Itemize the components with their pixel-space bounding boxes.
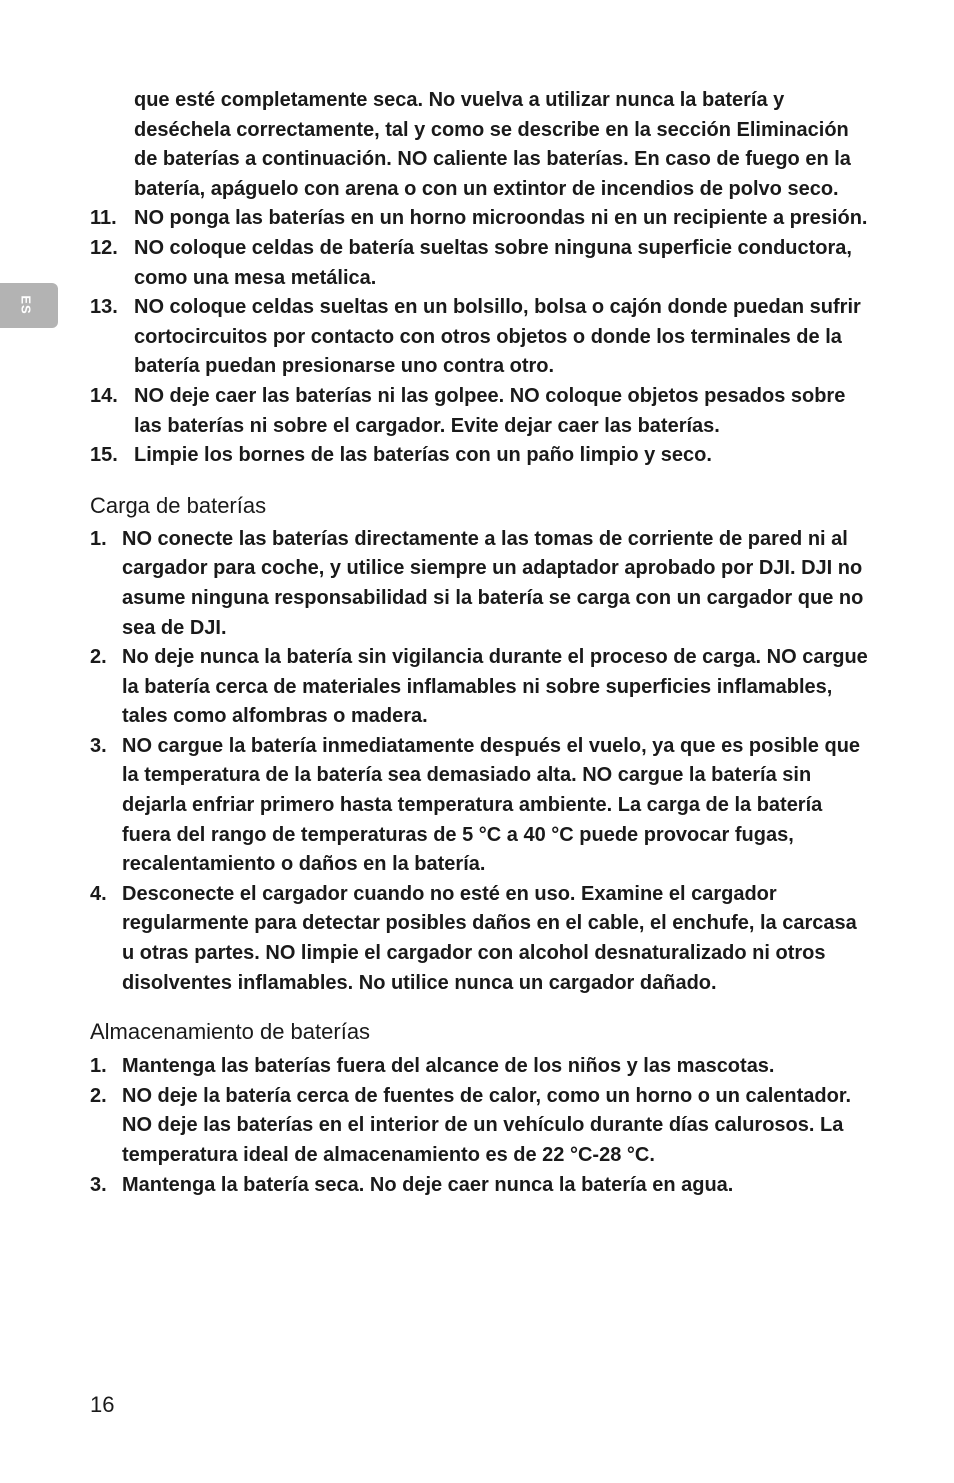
item-number: 1. bbox=[90, 527, 107, 550]
item-number: 12. bbox=[90, 236, 118, 259]
list-item bbox=[90, 441, 870, 471]
list-item bbox=[90, 732, 870, 880]
item-text: NO deje caer las baterías ni las golpee. NO coloque objetos pesados sobre las baterías ni sobre el cargador. Evite dejar caer las baterías. bbox=[134, 384, 846, 437]
page-number: 16 bbox=[90, 1392, 115, 1417]
list-item bbox=[90, 204, 870, 234]
charging-list bbox=[90, 525, 870, 999]
item-number: 14. bbox=[90, 384, 118, 407]
storage-list bbox=[90, 1052, 870, 1200]
item-text: NO conecte las baterías directamente a las tomas de corriente de pared ni al cargador para coche, y utilice siempre un adaptador aprobado por DJI. DJI no asume ninguna responsabilidad si la batería se carga con un cargador que no sea de DJI. bbox=[122, 527, 864, 639]
list-item bbox=[90, 1052, 870, 1082]
list-item bbox=[90, 382, 870, 441]
item-text: Desconecte el cargador cuando no esté en uso. Examine el cargador regularmente para detectar posibles daños en el cable, el enchufe, la carcasa u otras partes. NO limpie el cargador con alcohol desnaturalizado ni otros disolventes inflamables. No utilice nunca un cargador dañado. bbox=[122, 882, 857, 994]
item-text: NO deje la batería cerca de fuentes de calor, como un horno o un calentador. NO deje las baterías en el interior de un vehículo durante días calurosos. La temperatura ideal de almacenamiento es de 22 °C-28 °C. bbox=[122, 1084, 852, 1166]
list-item bbox=[90, 293, 870, 382]
list-item bbox=[90, 525, 870, 643]
item-text: Limpie los bornes de las baterías con un paño limpio y seco. bbox=[134, 444, 712, 467]
item-text: NO ponga las baterías en un horno microondas ni en un recipiente a presión. bbox=[134, 207, 868, 230]
language-tab-label: ES bbox=[18, 295, 34, 315]
list-item bbox=[90, 880, 870, 998]
item-number: 2. bbox=[90, 1084, 107, 1107]
item-text: NO coloque celdas de batería sueltas sobre ninguna superficie conductora, como una mesa metálica. bbox=[134, 236, 852, 289]
item-number: 13. bbox=[90, 296, 118, 319]
item-number: 1. bbox=[90, 1055, 107, 1078]
item-number: 3. bbox=[90, 1173, 107, 1196]
item-text: NO cargue la batería inmediatamente después el vuelo, ya que es posible que la temperatura de la batería sea demasiado alta. NO cargue la batería sin dejarla enfriar primero hasta temperatura ambiente. La carga de la batería fuera del rango de temperaturas de 5 °C a 40 °C puede provocar fugas, recalentamiento o daños en la batería. bbox=[122, 734, 861, 876]
item-text: Mantenga la batería seca. No deje caer nunca la batería en agua. bbox=[122, 1173, 734, 1196]
language-tab bbox=[0, 283, 58, 328]
item-number: 3. bbox=[90, 734, 107, 757]
section-title-carga: Carga de baterías bbox=[90, 492, 267, 518]
continuation-paragraph: que esté completamente seca. No vuelva a utilizar nunca la batería y deséchela correctamente, tal y como se describe en la sección Eliminación de baterías a continuación. NO caliente las baterías. En caso de fuego en la batería, apáguelo con arena o con un extintor de incendios de polvo seco. bbox=[134, 89, 851, 200]
item-text: No deje nunca la batería sin vigilancia durante el proceso de carga. NO cargue la batería cerca de materiales inflamables ni sobre superficies inflamables, tales como alfombras o madera. bbox=[122, 646, 868, 728]
list-item bbox=[90, 1082, 870, 1171]
item-number: 4. bbox=[90, 882, 107, 905]
section-title-almacenamiento: Almacenamiento de baterías bbox=[90, 1019, 371, 1045]
safety-list bbox=[90, 204, 870, 470]
list-item bbox=[90, 1171, 870, 1201]
item-text: Mantenga las baterías fuera del alcance de los niños y las mascotas. bbox=[122, 1055, 775, 1078]
item-number: 15. bbox=[90, 444, 118, 467]
item-number: 2. bbox=[90, 646, 107, 669]
list-item bbox=[90, 234, 870, 293]
page-content bbox=[90, 86, 870, 1200]
list-item bbox=[90, 643, 870, 732]
item-text: NO coloque celdas sueltas en un bolsillo, bolsa o cajón donde puedan sufrir cortocircuitos por contacto con otros objetos o donde los terminales de la batería puedan presionarse uno contra otro. bbox=[134, 296, 861, 378]
item-number: 11. bbox=[90, 207, 117, 230]
